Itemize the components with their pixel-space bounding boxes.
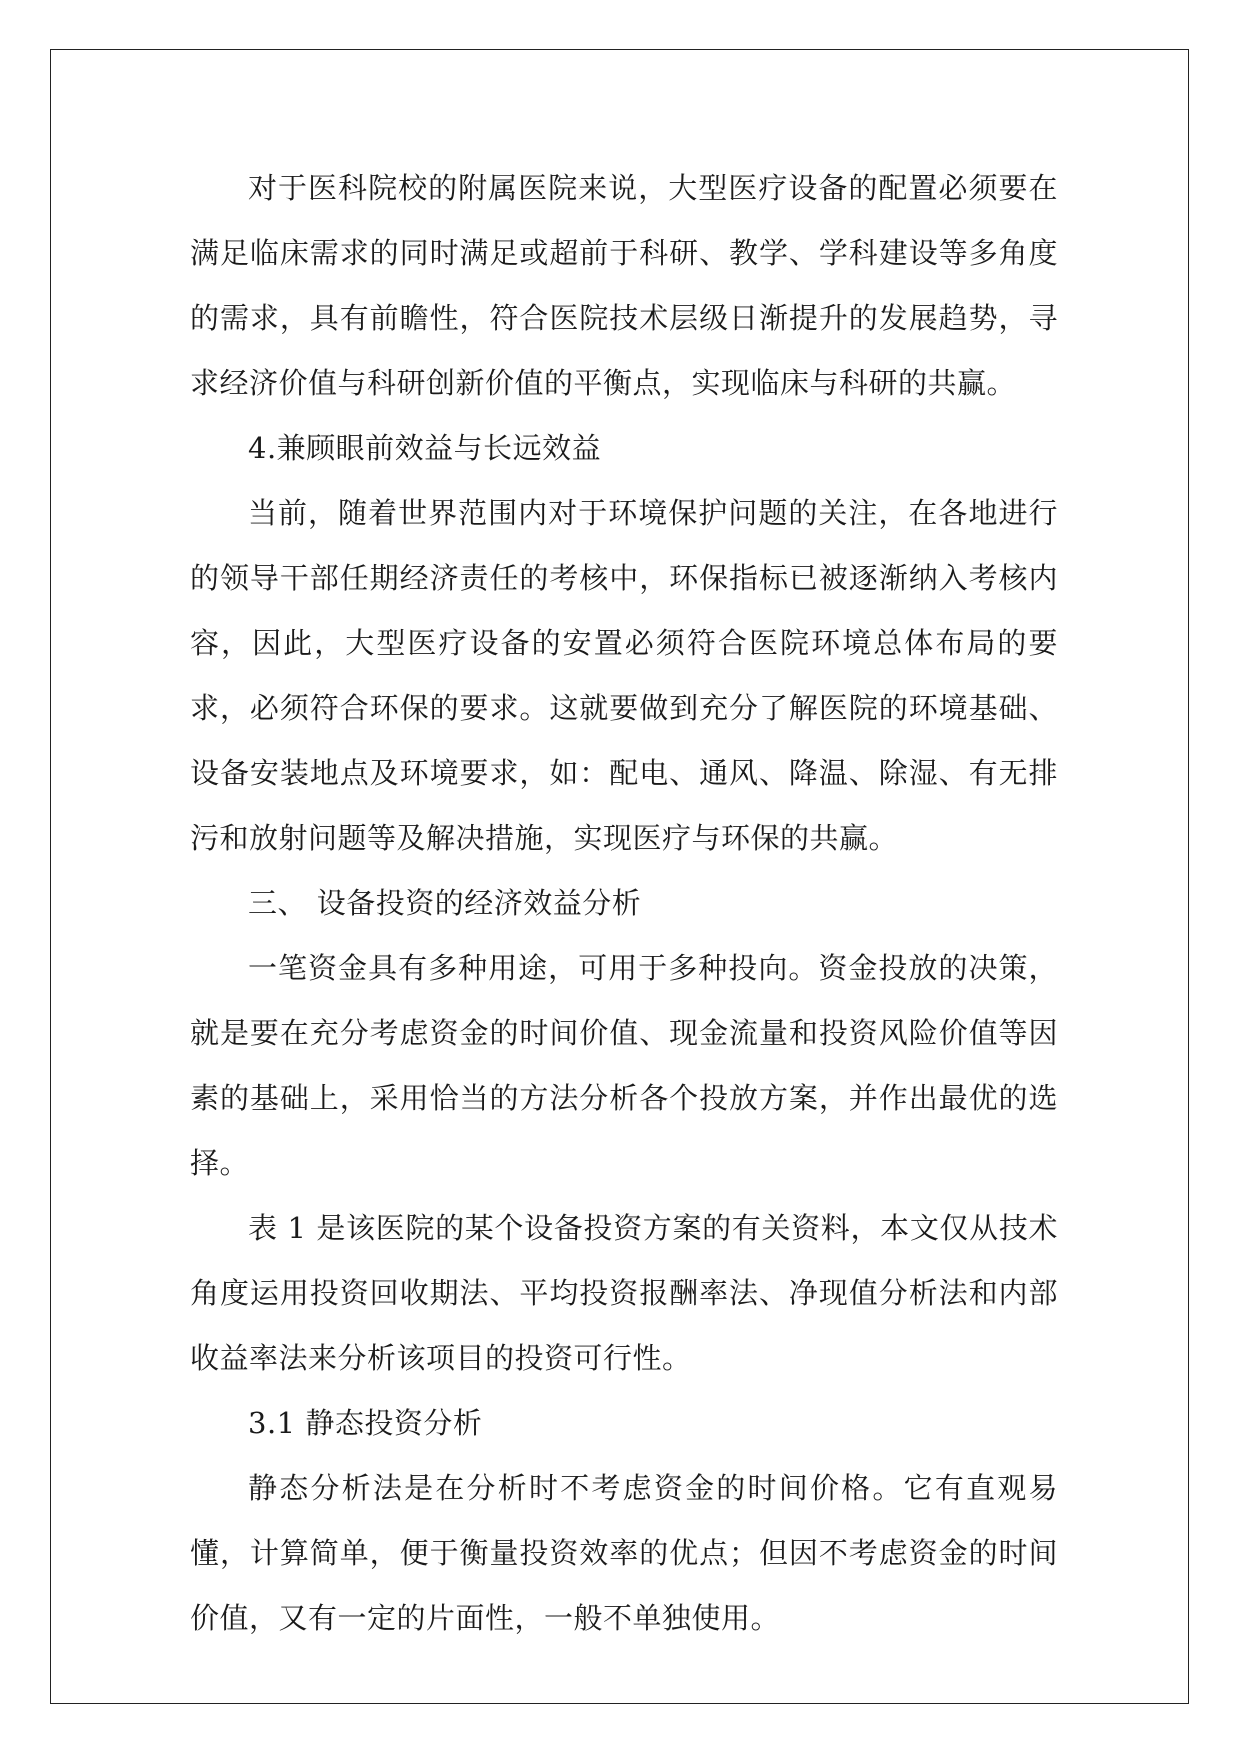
heading-static-investment-analysis: 3.1 静态投资分析 [248, 1406, 483, 1440]
paragraph-static-method: 静态分析法是在分析时不考虑资金的时间价格。它有直观易懂，计算简单，便于衡量投资效率的优点；但因不考虑资金的时间价值，又有一定的片面性，一般不单独使用。 [190, 1471, 1058, 1635]
heading-short-and-long-term-benefits: 4.兼顾眼前效益与长远效益 [248, 431, 602, 465]
document-body [190, 156, 1058, 1651]
heading-section-three-economic-analysis: 三、 设备投资的经济效益分析 [248, 886, 642, 920]
paragraph-table-one-methods: 表 1 是该医院的某个设备投资方案的有关资料，本文仅从技术角度运用投资回收期法、平均投资报酬率法、净现值分析法和内部收益率法来分析该项目的投资可行性。 [190, 1211, 1058, 1375]
paragraph-capital-decision: 一笔资金具有多种用途，可用于多种投向。资金投放的决策，就是要在充分考虑资金的时间价值、现金流量和投资风险价值等因素的基础上，采用恰当的方法分析各个投放方案，并作出最优的选择。 [190, 951, 1058, 1180]
paragraph-environmental-protection: 当前，随着世界范围内对于环境保护问题的关注，在各地进行的领导干部任期经济责任的考核中，环保指标已被逐渐纳入考核内容，因此，大型医疗设备的安置必须符合医院环境总体布局的要求，必须符合环保的要求。这就要做到充分了解医院的环境基础、设备安装地点及环境要求，如：配电、通风、降温、除湿、有无排污和放射问题等及解决措施，实现医疗与环保的共赢。 [190, 496, 1058, 855]
paragraph-medical-school-hospitals: 对于医科院校的附属医院来说，大型医疗设备的配置必须要在满足临床需求的同时满足或超前于科研、教学、学科建设等多角度的需求，具有前瞻性，符合医院技术层级日渐提升的发展趋势，寻求经济价值与科研创新价值的平衡点，实现临床与科研的共赢。 [190, 171, 1058, 400]
